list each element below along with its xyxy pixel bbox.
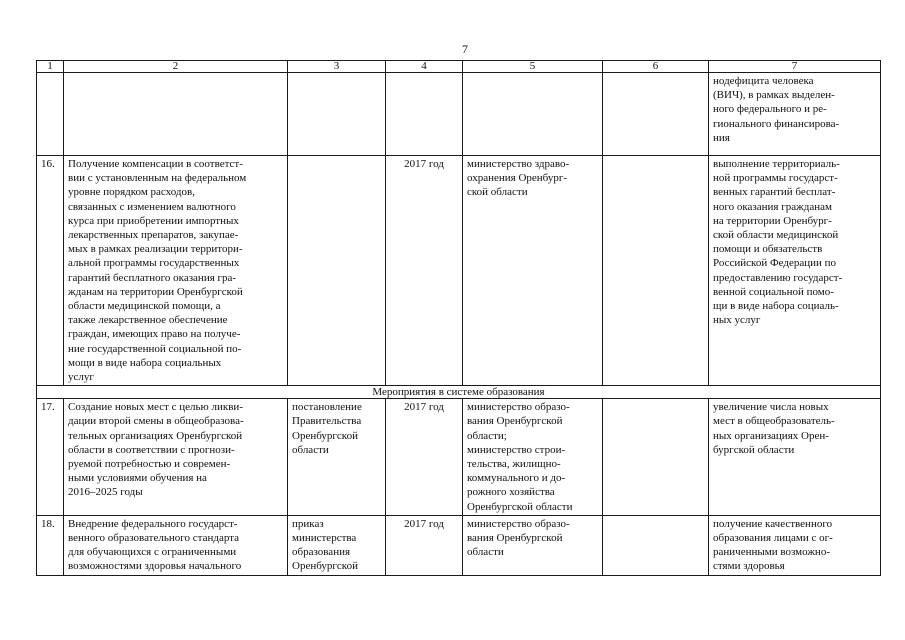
funding-cell [603,515,709,575]
section-title: Мероприятия в системе образования [37,386,881,399]
term-cell [386,73,463,156]
result-cell: нодефицита человека (ВИЧ), в рамках выделен- ного федерального и ре- гионального финансирова- ния [709,73,881,156]
column-number: 2 [64,61,288,73]
row-number: 17. [37,399,64,516]
term-cell: 2017 год [386,399,463,516]
column-number: 5 [463,61,603,73]
funding-cell [603,399,709,516]
row-number: 18. [37,515,64,575]
column-number: 6 [603,61,709,73]
table-row [37,156,881,386]
measure-cell: Получение компенсации в соответст- вии с установленным на федеральном уровне порядком расходов, связанных с изменением валютного курса при приобретении импортных лекарственных препаратов, закупае- мых в рамках реализации территори- альной программы государственных гарантий бесплатного оказания гра- жданам на территории Оренбургской области медицинской помощи, а также лекарственное обеспечение граждан, имеющих право на получе- ние государственной социальной по- мощи в виде набора социальных услуг [64,156,288,386]
column-number: 3 [288,61,386,73]
result-cell: увеличение числа новых мест в общеобразователь- ных организациях Орен- бургской области [709,399,881,516]
column-number: 7 [709,61,881,73]
row-number: 16. [37,156,64,386]
column-number: 4 [386,61,463,73]
term-cell: 2017 год [386,515,463,575]
executor-cell: министерство образо- вания Оренбургской области [463,515,603,575]
document-cell: приказ министерства образования Оренбургской [288,515,386,575]
funding-cell [603,73,709,156]
executor-cell [463,73,603,156]
section-header-row [37,386,881,399]
document-cell [288,73,386,156]
measure-cell: Создание новых мест с целью ликви- дации второй смены в общеобразова- тельных организациях Оренбургской области в соответствии с прогнози- руемой потребностью и современ- ными условиями обучения на 2016–2025 годы [64,399,288,516]
document-cell: постановление Правительства Оренбургской области [288,399,386,516]
measure-cell: Внедрение федерального государст- венного образовательного стандарта для обучающихся с ограниченными возможностями здоровья начального [64,515,288,575]
funding-cell [603,156,709,386]
page-number: 7 [462,42,468,56]
result-cell: выполнение территориаль- ной программы государст- венных гарантий бесплат- ного оказания гражданам на территории Оренбург- ской области медицинской помощи и обязательств Российской Федерации по предоставлению государст- венной социальной помо- щи в виде набора социаль- ных услуг [709,156,881,386]
row-number [37,73,64,156]
measure-cell [64,73,288,156]
measures-table [36,60,881,576]
table-row [37,73,881,156]
document-cell [288,156,386,386]
result-cell: получение качественного образования лицами с ог- раниченными возможно- стями здоровья [709,515,881,575]
executor-cell: министерство образо- вания Оренбургской области; министерство строи- тельства, жилищно- коммунального и до- рожного хозяйства Оренбургской области [463,399,603,516]
column-number-row [37,61,881,73]
executor-cell: министерство здраво- охранения Оренбург- ской области [463,156,603,386]
term-cell: 2017 год [386,156,463,386]
column-number: 1 [37,61,64,73]
table-row [37,399,881,516]
table-row [37,515,881,575]
